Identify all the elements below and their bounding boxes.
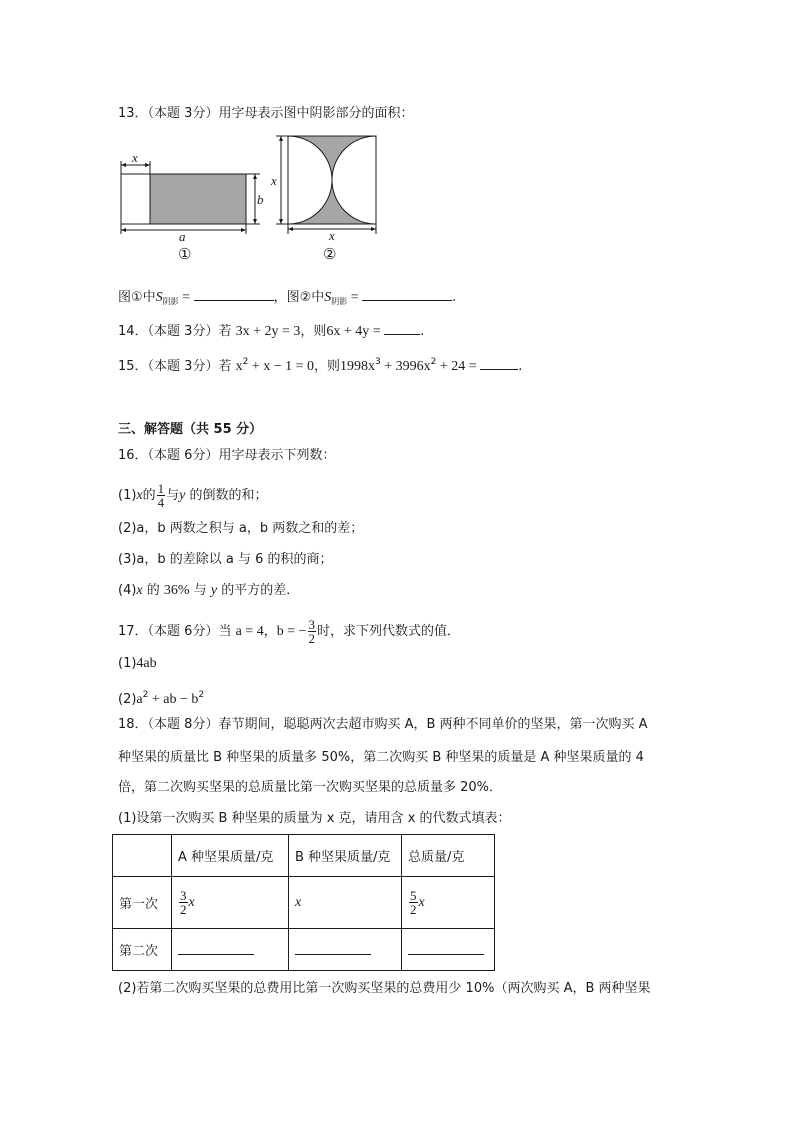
s-subscript: 阴影	[162, 297, 179, 306]
q17-p2-a-sup: 2	[142, 690, 149, 700]
equals-sign-2: =	[347, 290, 363, 305]
fraction-three-halves	[179, 889, 188, 916]
q17-title	[118, 618, 460, 645]
q16-p4-y: y	[210, 583, 218, 598]
fraction-denominator: 4	[157, 495, 165, 510]
q14-end: .	[420, 324, 425, 339]
q17-sep: ，	[263, 624, 277, 639]
fraction-one-quarter	[157, 482, 166, 509]
table-row	[113, 929, 495, 971]
q16-p4-yu: 与	[189, 583, 211, 598]
variable-x: x	[295, 894, 302, 910]
q17-prefix: 17．（本题 6分）当	[118, 624, 236, 639]
q17-p2-a: a	[136, 692, 143, 707]
q17-part-2	[118, 686, 204, 709]
q17-p1-expr: 4ab	[136, 656, 157, 671]
q16-part-2: (2)a，b 两数之积与 a，b 两数之和的差；	[118, 521, 364, 536]
fig1-b-label: b	[257, 192, 264, 207]
table-cell	[402, 877, 495, 929]
q16-p1-de: 的	[142, 488, 156, 503]
q14-answer-blank[interactable]	[384, 320, 420, 335]
fig1-a-label: a	[179, 229, 186, 244]
table-header-cell: A 种坚果质量/克	[172, 835, 289, 877]
q16-p1-y: y	[179, 488, 186, 503]
q17-a-value: a = 4	[235, 624, 264, 639]
fraction-numerator: 3	[180, 888, 187, 903]
q15-cond-b: + x − 1 = 0	[248, 359, 314, 374]
row-label: 第二次	[113, 929, 172, 971]
row-label: 第一次	[113, 877, 172, 929]
table-cell	[289, 929, 402, 971]
q15-mid: ，则	[314, 359, 341, 374]
table-cell	[289, 877, 402, 929]
q14-condition: 3x + 2y = 3	[235, 324, 301, 339]
q16-p1-x: x	[136, 488, 143, 503]
variable-x: x	[418, 895, 425, 910]
q16-p1-yu: 与	[166, 488, 180, 503]
q17-p2-b: + ab − b	[148, 692, 199, 707]
figure-1	[116, 150, 276, 244]
q15-end: .	[518, 359, 523, 374]
q16-p4-label: (4)	[118, 583, 137, 598]
q17-p2-b-sup: 2	[198, 690, 205, 700]
q16-part-4	[118, 582, 299, 600]
q15-expr-b-sup: 2	[430, 357, 437, 367]
table-cell	[402, 929, 495, 971]
fig1-caption: ①	[178, 245, 192, 263]
s-symbol: S	[155, 290, 163, 305]
fraction-numerator: 1	[157, 481, 165, 496]
q18-line-5: (2)若第二次购买坚果的总费用比第一次购买坚果的总费用少 10%（两次购买 A，B 两种坚果	[118, 981, 651, 996]
table-header-cell: B 种坚果质量/克	[289, 835, 402, 877]
q15-line	[118, 353, 522, 376]
q15-cond-a-sup: 2	[242, 357, 249, 367]
q16-p1-label: (1)	[118, 488, 137, 503]
q18-line-1: 18．（本题 8分）春节期间，聪聪两次去超市购买 A，B 两种不同单价的坚果，第一次购买 A	[118, 717, 648, 732]
q14-line	[118, 320, 424, 341]
table-header-cell: 总质量/克	[402, 835, 495, 877]
q17-suffix: 时，求下列代数式的值．	[317, 624, 461, 639]
answer-blank-fig2[interactable]	[362, 286, 452, 301]
fraction-five-halves	[409, 889, 418, 916]
q13-prefix: 图①中	[118, 290, 156, 305]
fig1-shaded-area	[150, 174, 246, 224]
q16-p4-percent: 36%	[163, 583, 190, 598]
q13-separator: ，图②中	[273, 290, 325, 305]
q16-title: 16．（本题 6分）用字母表示下列数：	[118, 448, 336, 463]
q16-p4-x: x	[136, 583, 143, 598]
fill-blank-a[interactable]	[178, 940, 254, 955]
q14-mid: ，则	[300, 324, 327, 339]
q18-table	[112, 834, 495, 971]
q17-part-1	[118, 655, 157, 673]
section-3-title: 三、解答题（共 55 分）	[118, 422, 263, 437]
q14-prefix: 14．（本题 3分）若	[118, 324, 236, 339]
q15-expr-a: 1998x	[340, 359, 376, 374]
q16-p1-rest: 的倒数的和；	[185, 488, 268, 503]
fig2-x-vertical-label: x	[271, 173, 277, 188]
q15-prefix: 15．（本题 3分）若	[118, 359, 236, 374]
fraction-three-halves	[308, 618, 317, 645]
q15-expr-b: + 3996x	[380, 359, 431, 374]
s-symbol-2: S	[324, 290, 332, 305]
table-cell	[172, 877, 289, 929]
fraction-numerator: 3	[308, 617, 315, 632]
table-header-row	[113, 835, 495, 877]
q16-p4-de: 的	[142, 583, 164, 598]
fig2-x-horizontal-label: x	[329, 228, 335, 243]
fraction-denominator: 2	[308, 631, 315, 646]
q18-line-4: (1)设第一次购买 B 种坚果的质量为 x 克，请用含 x 的代数式填表：	[118, 811, 511, 826]
answer-blank-fig1[interactable]	[194, 286, 274, 301]
q13-end: .	[452, 290, 457, 305]
equals-sign: =	[178, 290, 194, 305]
q17-p2-label: (2)	[118, 692, 137, 707]
table-header-cell	[113, 835, 172, 877]
figure-2	[270, 133, 390, 243]
fill-blank-total[interactable]	[408, 940, 484, 955]
q16-p4-rest: 的平方的差．	[217, 583, 300, 598]
q15-answer-blank[interactable]	[480, 355, 518, 370]
q16-part-1	[118, 482, 268, 509]
s-subscript-2: 阴影	[331, 297, 348, 306]
q15-cond-a: x	[235, 359, 243, 374]
fill-blank-b[interactable]	[295, 940, 371, 955]
table-cell	[172, 929, 289, 971]
q17-p1-label: (1)	[118, 656, 137, 671]
q17-b-value: b = −	[276, 624, 307, 639]
fraction-numerator: 5	[410, 888, 417, 903]
q15-expr-a-sup: 3	[375, 357, 381, 367]
fig2-caption: ②	[323, 245, 337, 263]
q18-line-3: 倍，第二次购买坚果的总质量比第一次购买坚果的总质量多 20%．	[118, 780, 503, 795]
q15-expr-c: + 24 =	[436, 359, 481, 374]
q16-part-3: (3)a，b 的差除以 a 与 6 的积的商；	[118, 552, 333, 567]
table-row	[113, 877, 495, 929]
fraction-denominator: 2	[180, 902, 187, 917]
fig1-x-label: x	[132, 150, 138, 165]
variable-x: x	[188, 895, 195, 910]
fraction-denominator: 2	[410, 902, 417, 917]
q14-expr: 6x + 4y =	[326, 324, 385, 339]
q18-line-2: 种坚果的质量比 B 种坚果的质量多 50%，第二次购买 B 种坚果的质量是 A 种坚果质量的 4	[118, 750, 644, 765]
q13-answer-line	[118, 286, 456, 311]
q13-title: 13．（本题 3分）用字母表示图中阴影部分的面积：	[118, 106, 414, 121]
